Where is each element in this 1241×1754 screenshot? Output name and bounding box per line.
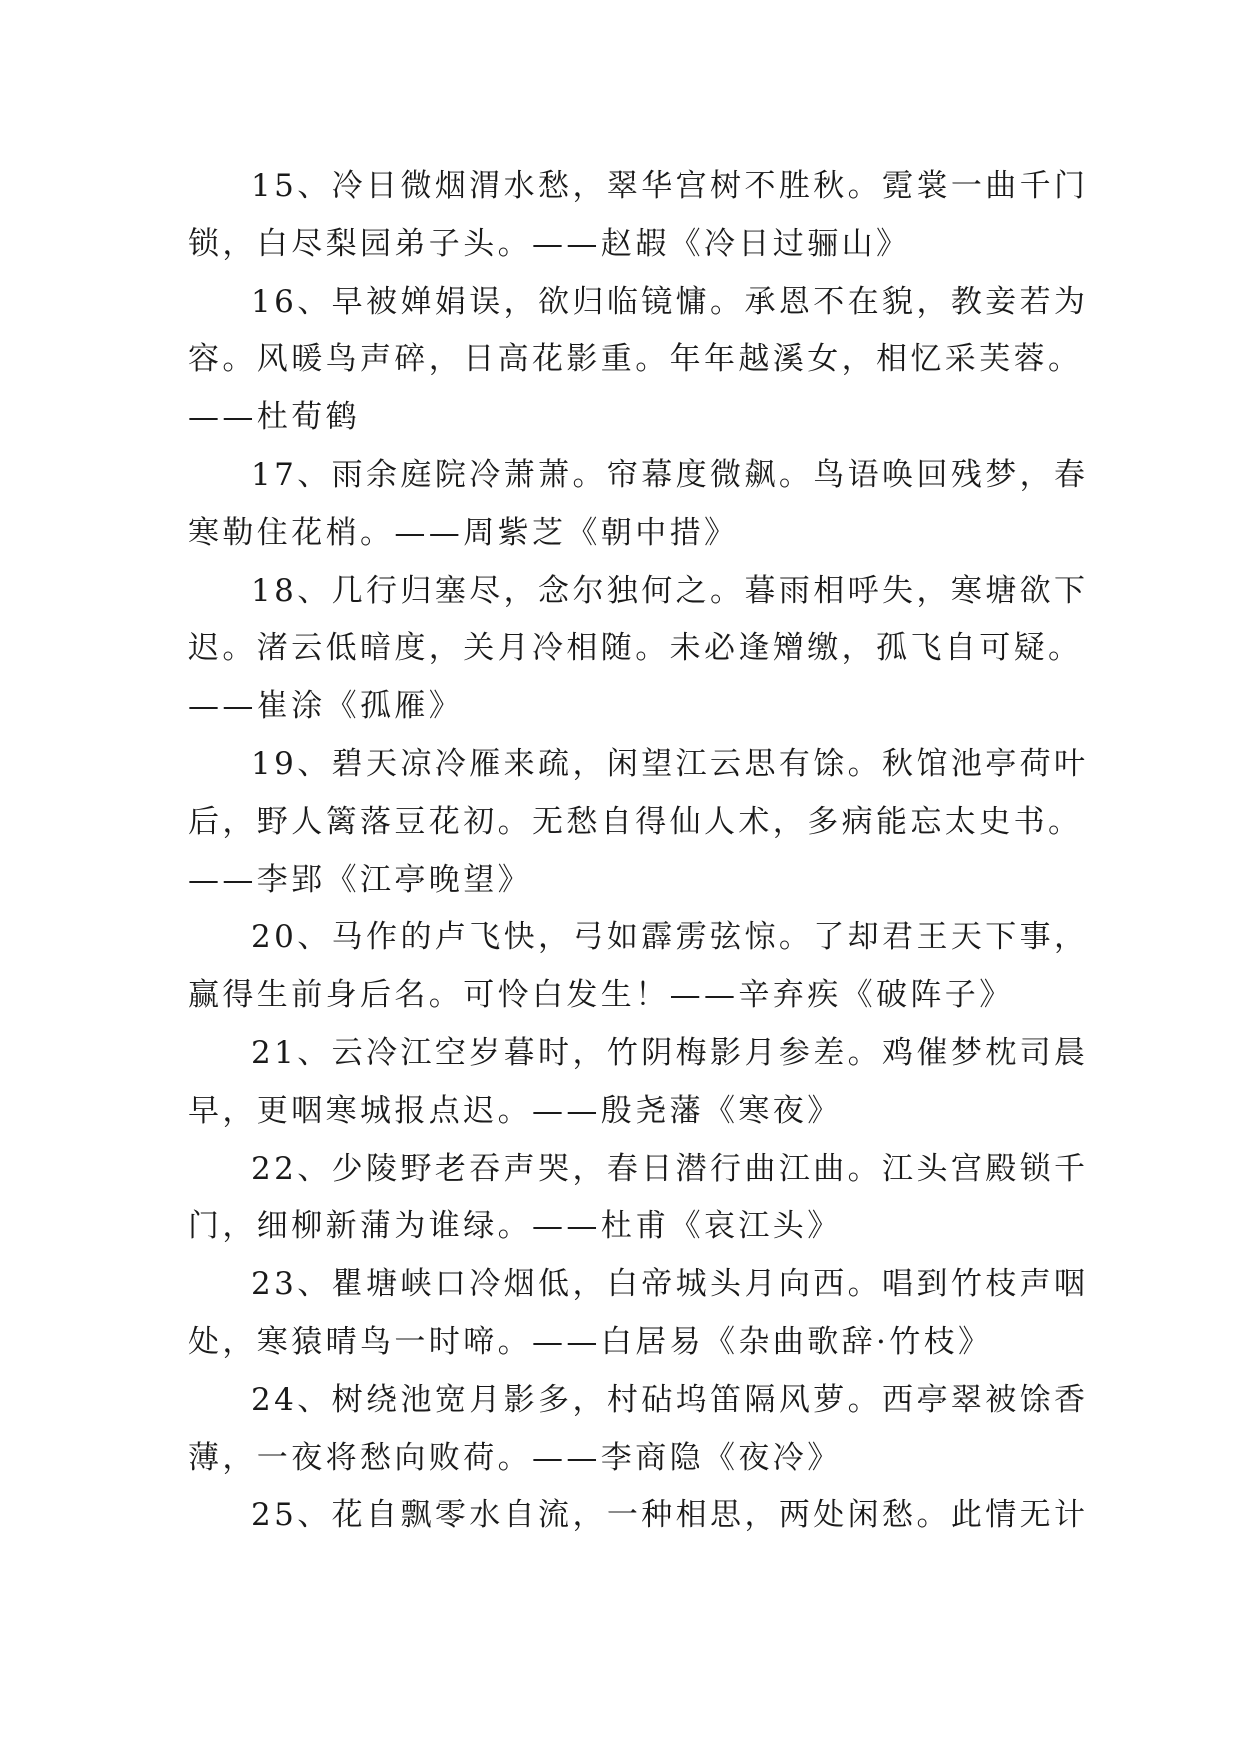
text-line: 寒勒住花梢。——周紫芝《朝中措》 bbox=[188, 514, 739, 551]
text-line: 21、云冷江空岁暮时，竹阴梅影月参差。鸡催梦枕司晨 bbox=[251, 1034, 1089, 1071]
text-line: 17、雨余庭院冷萧萧。帘幕度微飙。鸟语唤回残梦，春 bbox=[251, 456, 1089, 493]
text-line: 处，寒猿晴鸟一时啼。——白居易《杂曲歌辞·竹枝》 bbox=[188, 1323, 993, 1360]
text-line: 容。风暖鸟声碎，日高花影重。年年越溪女，相忆采芙蓉。 bbox=[188, 341, 1083, 378]
text-line: ——杜荀鹤 bbox=[188, 399, 360, 436]
text-line: 18、几行归塞尽，念尔独何之。暮雨相呼失，寒塘欲下 bbox=[251, 572, 1089, 609]
poem-text-block bbox=[188, 158, 1089, 1545]
text-line: 19、碧天凉冷雁来疏，闲望江云思有馀。秋馆池亭荷叶 bbox=[251, 745, 1089, 782]
text-line: 门，细柳新蒲为谁绿。——杜甫《哀江头》 bbox=[188, 1208, 842, 1245]
text-line: 锁，白尽梨园弟子头。——赵嘏《冷日过骊山》 bbox=[188, 225, 911, 262]
text-line: 23、瞿塘峡口冷烟低，白帝城头月向西。唱到竹枝声咽 bbox=[251, 1266, 1089, 1303]
text-line: 15、冷日微烟渭水愁，翠华宫树不胜秋。霓裳一曲千门 bbox=[251, 168, 1089, 204]
text-line: 赢得生前身后名。可怜白发生！——辛弃疾《破阵子》 bbox=[188, 977, 1014, 1014]
text-line: 迟。渚云低暗度，关月冷相随。未必逢矰缴，孤飞自可疑。 bbox=[188, 630, 1083, 667]
text-line: ——李郢《江亭晚望》 bbox=[188, 861, 532, 898]
text-line: 24、树绕池宽月影多，村砧坞笛隔风萝。西亭翠被馀香 bbox=[251, 1381, 1089, 1418]
text-line: 25、花自飘零水自流，一种相思，两处闲愁。此情无计 bbox=[251, 1497, 1089, 1534]
text-line: 早，更咽寒城报点迟。——殷尧藩《寒夜》 bbox=[188, 1092, 842, 1129]
text-line: 16、早被婵娟误，欲归临镜慵。承恩不在貌，教妾若为 bbox=[251, 283, 1089, 320]
text-line: 薄，一夜将愁向败荷。——李商隐《夜冷》 bbox=[188, 1439, 842, 1476]
text-line: 后，野人篱落豆花初。无愁自得仙人术，多病能忘太史书。 bbox=[188, 803, 1083, 840]
text-line: ——崔涂《孤雁》 bbox=[188, 688, 464, 725]
text-line: 20、马作的卢飞快，弓如霹雳弦惊。了却君王天下事， bbox=[251, 919, 1089, 956]
text-line: 22、少陵野老吞声哭，春日潜行曲江曲。江头宫殿锁千 bbox=[251, 1150, 1089, 1187]
